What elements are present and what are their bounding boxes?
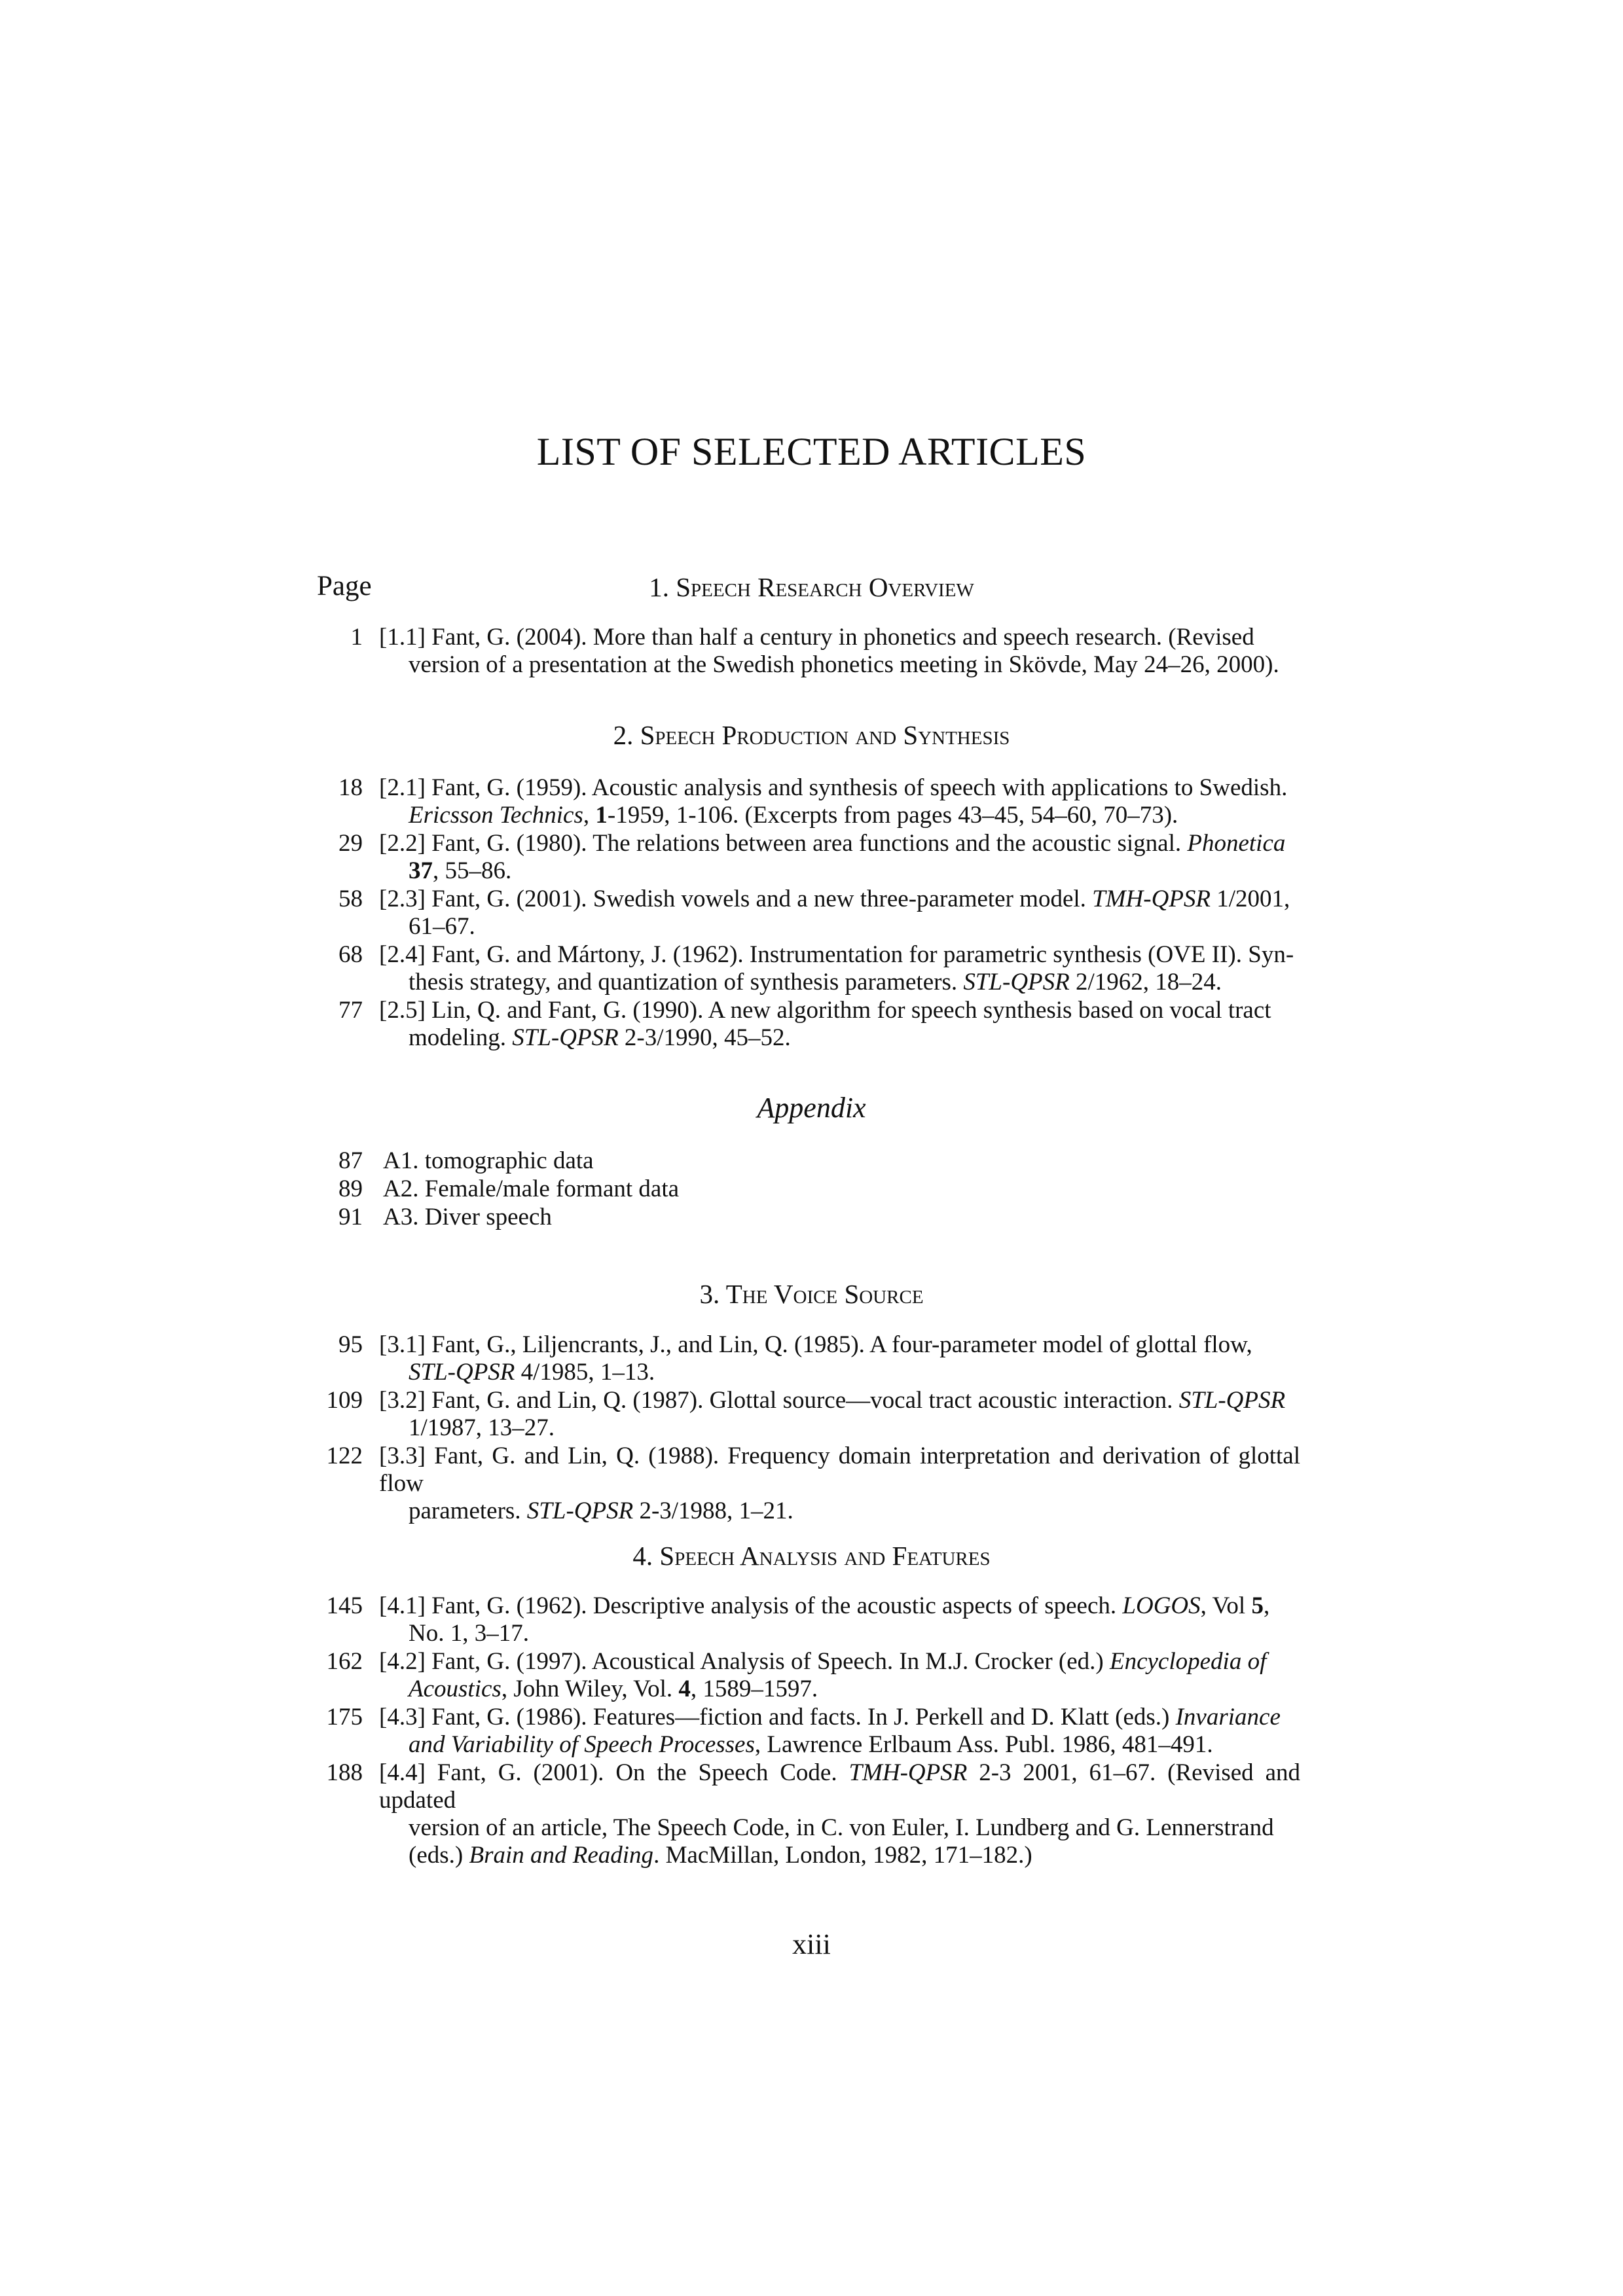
entry-page-number: 188: [326, 1759, 363, 1786]
entry-page-number: 145: [326, 1592, 363, 1619]
entry-text: [4.3] Fant, G. (1986). Features—fiction and facts. In J. Perkell and D. Klatt (eds.) Invariance and Variability of Speech Processes, Lawrence Erlbaum Ass. Publ. 1986, 481–491.: [379, 1704, 1300, 1759]
entry-page-number: 162: [326, 1648, 363, 1675]
entry-line: and Variability of Speech Processes, Lawrence Erlbaum Ass. Publ. 1986, 481–491.: [409, 1731, 1213, 1758]
entry-page-number: 87: [338, 1147, 363, 1174]
entry-page-number: 91: [338, 1204, 363, 1230]
entry-page-number: 175: [326, 1704, 363, 1731]
entry-text: [379, 774, 1300, 829]
entry-line: Lin, Q. and Fant, G. (1990). A new algorithm for speech synthesis based on vocal tract: [431, 997, 1271, 1024]
entry-line: version of an article, The Speech Code, in C. von Euler, I. Lundberg and G. Lennerstrand: [409, 1814, 1274, 1841]
entry-ref: [2.4]: [379, 941, 426, 968]
entry-line: Fant, G. (2004). More than half a century in phonetics and speech research. (Revised: [431, 624, 1254, 651]
entry-line: Ericsson Technics, 1-1959, 1-106. (Excerpts from pages 43–45, 54–60, 70–73).: [409, 802, 1178, 829]
entry-text: [2.2] Fant, G. (1980). The relations between area functions and the acoustic signal. Phonetica 37, 55–86.: [379, 830, 1300, 885]
page-number-footer: xiii: [792, 1928, 831, 1960]
entry-page-number: 109: [326, 1387, 363, 1414]
entry-line: Fant, G., Liljencrants, J., and Lin, Q. (1985). A four-parameter model of glottal flow,: [431, 1331, 1252, 1358]
entry-page-number: 1: [350, 624, 363, 651]
entry-ref: [2.5]: [379, 997, 426, 1024]
appendix-heading: Appendix: [757, 1092, 866, 1124]
entry-ref: [2.1]: [379, 774, 426, 801]
entry-text: [3.2] Fant, G. and Lin, Q. (1987). Glottal source—vocal tract acoustic interaction. STL-QPSR 1/1987, 13–27.: [379, 1387, 1300, 1442]
entry-text: [4.4] Fant, G. (2001). On the Speech Code. TMH-QPSR 2-3 2001, 61–67. (Revised and updated version of an article, The Speech Code, in C. von Euler, I. Lundberg and G. Lennerstrand (eds.) Brain and Reading. MacMillan, London, 1982, 171–182.): [379, 1759, 1300, 1869]
section-heading-speech-research-overview: 1. Speech Research Overview: [649, 572, 974, 602]
entry-line: version of a presentation at the Swedish phonetics meeting in Skövde, May 24–26, 2000).: [409, 651, 1279, 678]
entry-ref: [2.3]: [379, 886, 426, 912]
entry-ref: [2.2]: [379, 830, 426, 857]
entry-ref: [3.2]: [379, 1387, 426, 1414]
entry-text: A1. tomographic data: [383, 1147, 594, 1174]
entry-line: 37, 55–86.: [409, 857, 512, 884]
entry-line: (eds.) Brain and Reading. MacMillan, London, 1982, 171–182.): [409, 1842, 1032, 1869]
section-heading-the-voice-source: 3. The Voice Source: [699, 1279, 924, 1309]
entry-text: [4.1] Fant, G. (1962). Descriptive analysis of the acoustic aspects of speech. LOGOS, Vol 5, No. 1, 3–17.: [379, 1592, 1300, 1647]
entry-ref: [3.1]: [379, 1331, 426, 1358]
entry-page-number: 58: [338, 886, 363, 912]
entry-page-number: 95: [338, 1331, 363, 1358]
entry-line: Acoustics, John Wiley, Vol. 4, 1589–1597.: [409, 1676, 818, 1702]
entry-text: A2. Female/male formant data: [383, 1175, 680, 1202]
entry-page-number: 68: [338, 941, 363, 968]
entry-text: [2.3] Fant, G. (2001). Swedish vowels and a new three-parameter model. TMH-QPSR 1/2001, 61–67.: [379, 886, 1300, 941]
entry-line: Fant, G. and Mártony, J. (1962). Instrumentation for parametric synthesis (OVE II). Syn-: [431, 941, 1294, 968]
section-heading-speech-analysis-and-features: 4. Speech Analysis and Features: [632, 1541, 991, 1571]
entry-line: thesis strategy, and quantization of synthesis parameters. STL-QPSR 2/1962, 18–24.: [409, 969, 1222, 996]
entry-line: parameters. STL-QPSR 2-3/1988, 1–21.: [409, 1498, 793, 1524]
entry-text: [379, 997, 1300, 1052]
entry-text: [379, 941, 1300, 996]
entry-line: Fant, G. (1959). Acoustic analysis and synthesis of speech with applications to Swedish.: [431, 774, 1288, 801]
entry-text: [379, 624, 1300, 679]
entry-ref: [1.1]: [379, 624, 426, 651]
entry-page-number: 77: [338, 997, 363, 1024]
page-title: LIST OF SELECTED ARTICLES: [536, 430, 1087, 473]
entry-ref: [4.3]: [379, 1704, 426, 1731]
entry-text: [379, 1443, 1300, 1525]
entry-line: Fant, G. and Lin, Q. (1988). Frequency domain interpretation and derivation of glottal flow: [379, 1443, 1301, 1497]
entry-line: modeling. STL-QPSR 2-3/1990, 45–52.: [409, 1024, 791, 1051]
entry-page-number: 29: [338, 830, 363, 857]
page-column-label: Page: [317, 571, 372, 601]
section-heading-speech-production-and-synthesis: 2. Speech Production and Synthesis: [613, 720, 1010, 750]
entry-line: 61–67.: [409, 913, 475, 940]
entry-line: 1/1987, 13–27.: [409, 1414, 555, 1441]
entry-ref: [4.1]: [379, 1592, 426, 1619]
entry-line: No. 1, 3–17.: [409, 1620, 529, 1647]
entry-text: A3. Diver speech: [383, 1204, 552, 1230]
entry-ref: [3.3]: [379, 1443, 426, 1469]
entry-page-number: 18: [338, 774, 363, 801]
entry-page-number: 89: [338, 1175, 363, 1202]
entry-text: [4.2] Fant, G. (1997). Acoustical Analysis of Speech. In M.J. Crocker (ed.) Encyclopedia of Acoustics, John Wiley, Vol. 4, 1589–1597.: [379, 1648, 1300, 1703]
entry-ref: [4.2]: [379, 1648, 426, 1675]
entry-line: STL-QPSR 4/1985, 1–13.: [409, 1359, 655, 1386]
entry-page-number: 122: [326, 1443, 363, 1469]
entry-text: [379, 1331, 1300, 1386]
entry-ref: [4.4]: [379, 1759, 426, 1786]
